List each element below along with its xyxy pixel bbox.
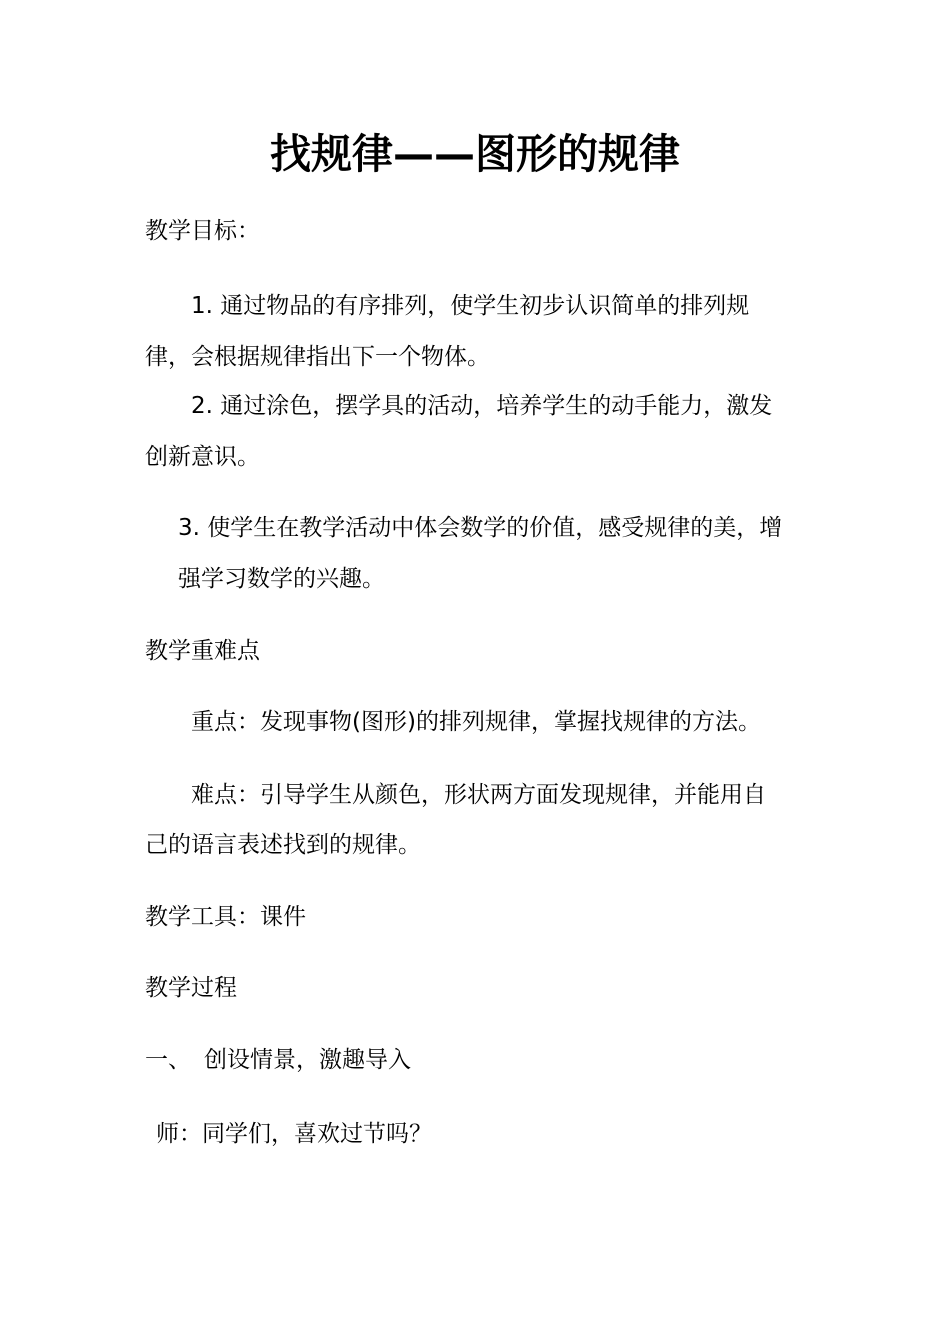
- difficulty-line-1: 难点：引导学生从颜色，形状两方面发现规律，并能用自: [191, 782, 766, 808]
- teaching-tools: 教学工具：课件: [145, 904, 306, 930]
- key-point-text: 重点：发现事物(图形)的排列规律，掌握找规律的方法。: [191, 709, 761, 735]
- step-1-title: 创设情景，激趣导入: [204, 1047, 411, 1073]
- section-heading-key-points: 教学重难点: [145, 638, 260, 664]
- difficulty-line-2: 己的语言表述找到的规律。: [145, 832, 421, 858]
- section-heading-objectives: 教学目标：: [145, 218, 260, 244]
- document-title: 找规律——图形的规律: [270, 130, 680, 178]
- objective-2-line-2: 创新意识。: [145, 444, 260, 470]
- objective-2-line-1: 2. 通过涂色，摆学具的活动，培养学生的动手能力，激发: [191, 393, 773, 419]
- objective-3-line-2: 强学习数学的兴趣。: [178, 566, 385, 592]
- objective-1-line-1: 1. 通过物品的有序排列，使学生初步认识简单的排列规: [191, 293, 750, 319]
- step-1-number: 一、: [145, 1047, 191, 1073]
- objective-3-line-1: 3. 使学生在教学活动中体会数学的价值，感受规律的美，增: [178, 515, 783, 541]
- section-heading-process: 教学过程: [145, 975, 237, 1001]
- teacher-line: 师：同学们，喜欢过节吗？: [156, 1121, 432, 1147]
- step-1-heading: [145, 1045, 411, 1075]
- objective-1-line-2: 律，会根据规律指出下一个物体。: [145, 344, 490, 370]
